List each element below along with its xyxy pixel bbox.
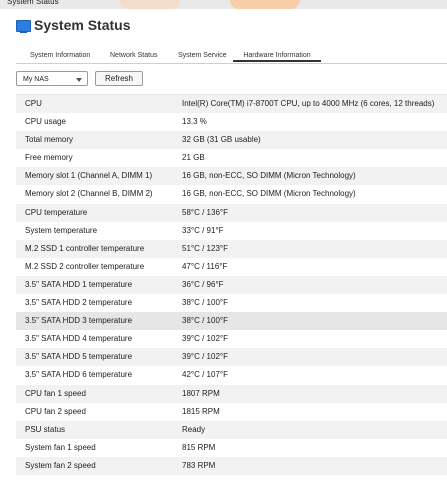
table-row <box>16 185 447 203</box>
row-label: CPU <box>25 99 42 108</box>
row-label: 3.5" SATA HDD 1 temperature <box>25 279 133 289</box>
row-label: Total memory <box>25 135 74 145</box>
table-row <box>16 348 447 366</box>
row-value: 815 RPM <box>182 442 216 452</box>
row-value: 42°C / 107°F <box>182 370 228 380</box>
page-title: System Status <box>34 17 131 33</box>
row-label: CPU usage <box>25 117 66 127</box>
table-row <box>16 95 447 113</box>
chevron-down-icon <box>76 78 82 82</box>
row-label: PSU status <box>25 424 66 434</box>
table-row <box>16 366 447 384</box>
tab-system-service[interactable]: System Service <box>178 52 227 59</box>
tab-hardware-information[interactable]: Hardware Information <box>233 52 321 62</box>
table-row <box>16 421 447 439</box>
window-titlebar <box>0 0 447 9</box>
row-value: 21 GB <box>182 153 205 163</box>
row-value: 38°C / 100°F <box>182 298 228 308</box>
table-row <box>16 312 447 330</box>
row-label: System temperature <box>25 225 98 235</box>
tab-network-status[interactable]: Network Status <box>110 52 158 59</box>
row-label: M.2 SSD 2 controller temperature <box>25 261 145 271</box>
table-row <box>16 204 447 222</box>
table-row <box>16 294 447 312</box>
row-value: 32 GB (31 GB usable) <box>182 135 261 145</box>
row-value: 38°C / 100°F <box>182 316 228 326</box>
row-value: Intel(R) Core(TM) i7-8700T CPU, up to 4000 MHz (6 cores, 12 threads) <box>182 99 435 108</box>
monitor-icon <box>16 20 31 32</box>
row-value: 13.3 % <box>182 117 207 127</box>
table-row <box>16 222 447 240</box>
row-value: 1815 RPM <box>182 406 220 416</box>
row-value: Ready <box>182 424 206 434</box>
row-value: 1807 RPM <box>182 388 220 398</box>
table-row <box>16 276 447 294</box>
table-row <box>16 330 447 348</box>
table-row <box>16 149 447 167</box>
refresh-button[interactable]: Refresh <box>95 71 143 86</box>
table-row <box>16 403 447 421</box>
table-row <box>16 167 447 185</box>
window-title: System Status <box>7 0 59 6</box>
row-value: 47°C / 116°F <box>182 261 228 271</box>
row-label: CPU fan 2 speed <box>25 406 86 416</box>
tab-system-information[interactable]: System Information <box>30 52 91 59</box>
row-value: 16 GB, non-ECC, SO DIMM (Micron Technology) <box>182 189 356 199</box>
row-value: 783 RPM <box>182 460 216 470</box>
row-label: 3.5" SATA HDD 5 temperature <box>25 352 133 362</box>
device-select-value: My NAS <box>23 76 49 83</box>
row-value: 39°C / 102°F <box>182 352 228 362</box>
row-label: 3.5" SATA HDD 2 temperature <box>25 298 133 308</box>
table-row <box>16 113 447 131</box>
row-label: 3.5" SATA HDD 4 temperature <box>25 334 133 344</box>
table-row <box>16 258 447 276</box>
hardware-info-table <box>16 94 447 475</box>
table-row <box>16 240 447 258</box>
row-label: 3.5" SATA HDD 6 temperature <box>25 370 133 380</box>
row-value: 58°C / 136°F <box>182 207 228 217</box>
row-label: System fan 2 speed <box>25 460 96 470</box>
row-label: Free memory <box>25 153 73 163</box>
table-row <box>16 457 447 475</box>
titlebar-decoration <box>230 0 300 9</box>
device-select[interactable] <box>16 71 88 86</box>
row-value: 51°C / 123°F <box>182 243 228 253</box>
row-value: 39°C / 102°F <box>182 334 228 344</box>
row-label: CPU fan 1 speed <box>25 388 86 398</box>
row-label: System fan 1 speed <box>25 442 96 452</box>
row-label: Memory slot 2 (Channel B, DIMM 2) <box>25 189 153 199</box>
row-label: Memory slot 1 (Channel A, DIMM 1) <box>25 171 153 181</box>
row-label: 3.5" SATA HDD 3 temperature <box>25 316 133 326</box>
app-header <box>0 9 447 45</box>
titlebar-decoration <box>120 0 180 9</box>
table-row <box>16 131 447 149</box>
row-value: 16 GB, non-ECC, SO DIMM (Micron Technology) <box>182 171 356 181</box>
row-value: 33°C / 91°F <box>182 225 224 235</box>
table-row <box>16 439 447 457</box>
row-label: CPU temperature <box>25 207 88 217</box>
row-label: M.2 SSD 1 controller temperature <box>25 243 145 253</box>
row-value: 36°C / 96°F <box>182 279 224 289</box>
tab-bar <box>16 50 447 64</box>
table-row <box>16 385 447 403</box>
